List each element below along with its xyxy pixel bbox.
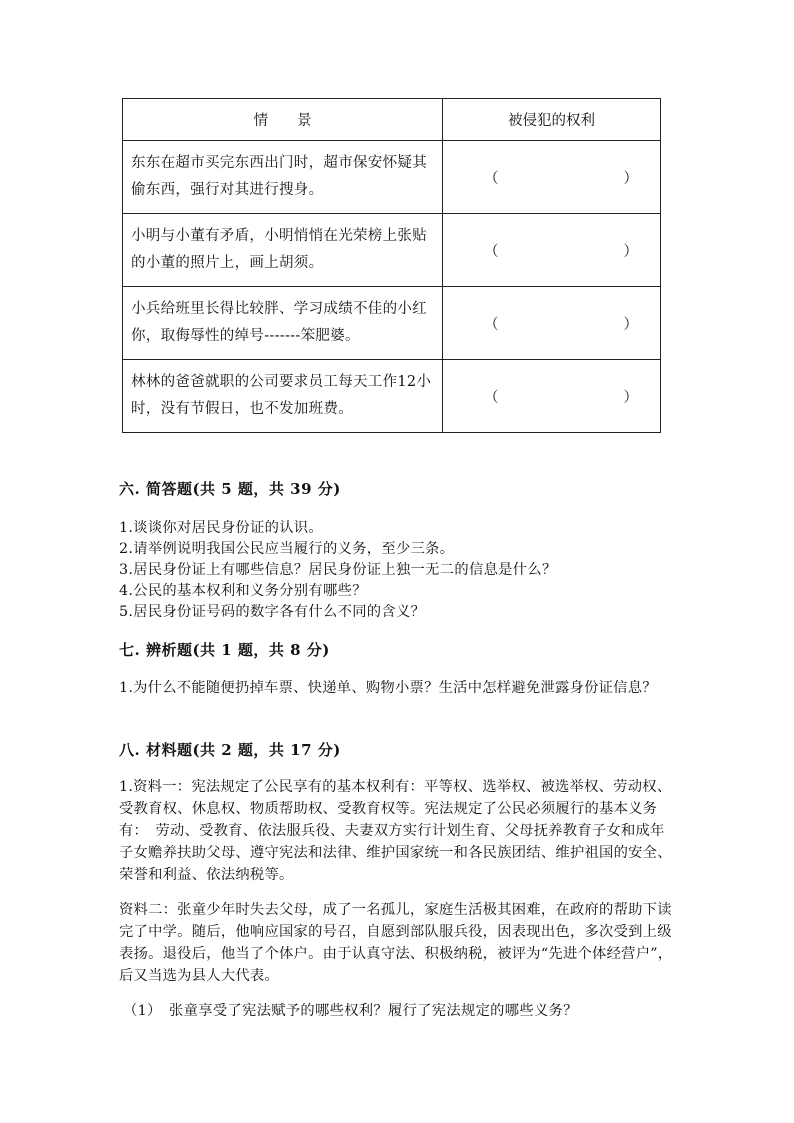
section-7-title: 七. 辨析题(共 1 题，共 8 分) [119,641,330,659]
answer-cell[interactable] [443,141,661,214]
scene-cell: 小明与小董有矛盾，小明悄悄在光荣榜上张贴的小董的照片上，画上胡须。 [123,214,443,287]
close-paren: ） [623,316,638,333]
header-scene: 情 景 [123,99,443,141]
question-6-5: 5.居民身份证号码的数字各有什么不同的含义？ [119,604,426,620]
section-8-title: 八. 材料题(共 2 题，共 17 分) [119,741,341,759]
open-paren: （ [484,170,499,187]
answer-cell[interactable] [443,214,661,287]
table-row [123,141,661,214]
table-header-row [123,99,661,141]
close-paren: ） [623,243,638,260]
question-6-2: 2.请举例说明我国公民应当履行的义务，至少三条。 [119,541,455,557]
close-paren: ） [623,389,638,406]
table-row [123,214,661,287]
question-8-1: （1） 张童享受了宪法赋予的哪些权利？履行了宪法规定的哪些义务？ [123,1003,578,1019]
header-violated-right: 被侵犯的权利 [443,99,661,141]
answer-cell[interactable] [443,360,661,433]
question-6-4: 4.公民的基本权利和义务分别有哪些？ [119,583,367,599]
section-6-title: 六. 简答题(共 5 题，共 39 分) [119,480,341,498]
scene-cell: 东东在超市买完东西出门时，超市保安怀疑其偷东西，强行对其进行搜身。 [123,141,443,214]
table-row [123,287,661,360]
question-7-1: 1.为什么不能随便扔掉车票、快递单、购物小票？生活中怎样避免泄露身份证信息？ [119,680,657,696]
open-paren: （ [484,243,499,260]
table-row [123,360,661,433]
close-paren: ） [623,170,638,187]
question-6-1: 1.谈谈你对居民身份证的认识。 [119,520,323,536]
question-6-3: 3.居民身份证上有哪些信息？居民身份证上独一无二的信息是什么？ [119,562,557,578]
answer-cell[interactable] [443,287,661,360]
scene-cell: 林林的爸爸就职的公司要求员工每天工作12小时，没有节假日，也不发加班费。 [123,360,443,433]
open-paren: （ [484,389,499,406]
material-2: 资料二：张童少年时失去父母，成了一名孤儿，家庭生活极其困难，在政府的帮助下读完了中学。随后，他响应国家的号召，自愿到部队服兵役，因表现出色，多次受到上级表扬。退役后，他当了个体户。由于认真守法、积极纳税，被评为“先进个体经营户”，后又当选为县人大代表。 [119,902,673,984]
material-1: 1.资料一：宪法规定了公民享有的基本权利有：平等权、选举权、被选举权、劳动权、受教育权、休息权、物质帮助权、受教育权等。宪法规定了公民必须履行的基本义务有： 劳动、受教育、依法服兵役、夫妻双方实行计划生育、父母抚养教育子女和成年子女赡养扶助父母、遵守宪法和法律、维护国家统一和各民族团结、维护祖国的安全、荣誉和利益、依法纳税等。 [119,779,672,883]
open-paren: （ [484,316,499,333]
rights-table [122,98,661,433]
scene-cell: 小兵给班里长得比较胖、学习成绩不佳的小红你，取侮辱性的绰号-------笨肥婆。 [123,287,443,360]
